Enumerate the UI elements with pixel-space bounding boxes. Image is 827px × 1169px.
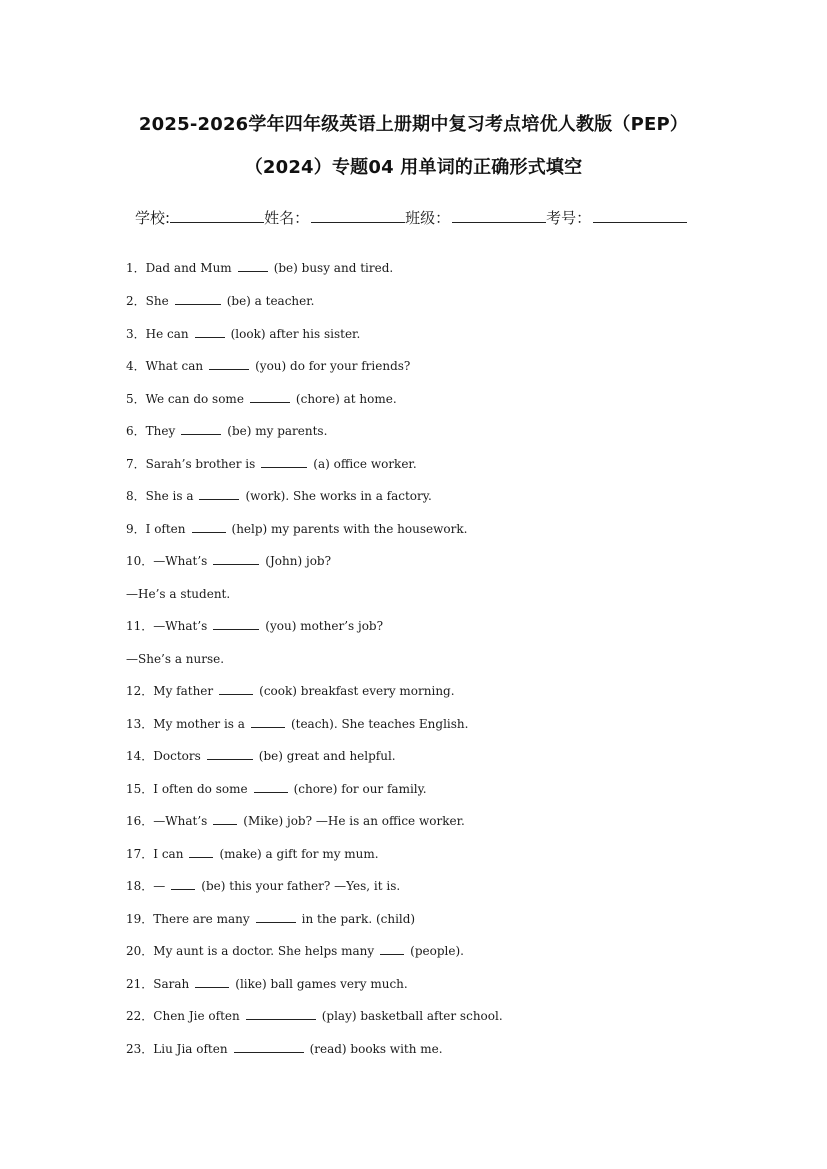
- answer-blank[interactable]: [250, 391, 290, 403]
- question-text-before: Dad and Mum: [145, 261, 232, 275]
- answer-blank[interactable]: [256, 911, 296, 923]
- question-number: 15．: [126, 782, 154, 796]
- question-text-after: (be) this your father? —Yes, it is.: [201, 879, 401, 893]
- question-text-before: —What’s: [153, 814, 208, 828]
- question-text-after: (play) basketball after school.: [321, 1009, 503, 1023]
- question-number: 12．: [126, 684, 154, 698]
- question-number: 13．: [126, 717, 154, 731]
- question-number: 18．: [126, 879, 154, 893]
- question-text-before: She: [145, 294, 169, 308]
- question-number: 21．: [126, 977, 154, 991]
- question-item: [126, 260, 393, 276]
- question-text-before: I can: [153, 847, 184, 861]
- answer-blank[interactable]: [189, 846, 213, 858]
- number-label: 考号：: [546, 209, 592, 227]
- answer-blank[interactable]: [195, 326, 225, 338]
- answer-blank[interactable]: [199, 488, 239, 500]
- answer-blank[interactable]: [209, 358, 249, 370]
- question-text-before: My mother is a: [153, 717, 245, 731]
- question-text-before: Chen Jie often: [153, 1009, 240, 1023]
- question-text-before: —What’s: [153, 554, 208, 568]
- question-item: [126, 391, 397, 407]
- question-item: [126, 618, 383, 634]
- page-title-line-1: 2025-2026学年四年级英语上册期中复习考点培优人教版（PEP）: [138, 114, 689, 135]
- question-number: 4．: [126, 359, 146, 373]
- question-text-after: (work). She works in a factory.: [245, 489, 432, 503]
- question-number: 9．: [126, 522, 146, 536]
- question-text-after: (be) a teacher.: [226, 294, 315, 308]
- question-text-after: (chore) at home.: [295, 392, 397, 406]
- question-text-before: He can: [145, 327, 189, 341]
- question-item: [126, 521, 467, 537]
- question-text-before: Sarah: [153, 977, 190, 991]
- question-text-before: —What’s: [153, 619, 208, 633]
- answer-blank[interactable]: [246, 1008, 316, 1020]
- question-text-before: I often: [145, 522, 186, 536]
- question-text-before: Liu Jia often: [153, 1042, 228, 1056]
- answer-blank[interactable]: [213, 813, 237, 825]
- answer-blank[interactable]: [254, 781, 288, 793]
- school-field[interactable]: [170, 208, 264, 223]
- question-item: [126, 813, 465, 829]
- question-number: 11．: [126, 619, 154, 633]
- page-title-line-2: （2024）专题04 用单词的正确形式填空: [244, 157, 583, 178]
- question-item: [126, 293, 315, 309]
- question-item: [126, 878, 400, 894]
- question-item: [126, 456, 417, 472]
- question-number: 22．: [126, 1009, 154, 1023]
- question-text-after: (chore) for our family.: [293, 782, 427, 796]
- question-text-before: Sarah’s brother is: [145, 457, 256, 471]
- answer-blank[interactable]: [175, 293, 221, 305]
- question-text-after: in the park. (child): [301, 912, 416, 926]
- question-text-after: (you) do for your friends?: [255, 359, 411, 373]
- question-text-after: (look) after his sister.: [230, 327, 361, 341]
- question-number: 3．: [126, 327, 146, 341]
- question-number: 1．: [126, 261, 146, 275]
- question-text-before: They: [145, 424, 176, 438]
- question-text-before: There are many: [153, 912, 250, 926]
- question-item: [126, 423, 327, 439]
- question-item: [126, 1008, 503, 1024]
- question-text-after: (like) ball games very much.: [235, 977, 408, 991]
- question-number: 6．: [126, 424, 146, 438]
- question-item: [126, 326, 360, 342]
- answer-blank[interactable]: [261, 456, 307, 468]
- name-label: 姓名：: [264, 209, 310, 227]
- answer-blank[interactable]: [234, 1041, 304, 1053]
- answer-blank[interactable]: [171, 878, 195, 890]
- question-number: 10．: [126, 554, 154, 568]
- question-number: 2．: [126, 294, 146, 308]
- answer-blank[interactable]: [181, 423, 221, 435]
- class-label: 班级：: [405, 209, 451, 227]
- question-text-after: (you) mother’s job?: [265, 619, 384, 633]
- question-item: [126, 943, 464, 959]
- question-number: 5．: [126, 392, 146, 406]
- answer-line: [126, 586, 230, 602]
- question-text-before: My aunt is a doctor. She helps many: [153, 944, 375, 958]
- answer-blank[interactable]: [207, 748, 253, 760]
- question-number: 20．: [126, 944, 154, 958]
- answer-blank[interactable]: [192, 521, 226, 533]
- question-text-after: (John) job?: [265, 554, 332, 568]
- question-text-before: What can: [145, 359, 204, 373]
- question-text-after: (cook) breakfast every morning.: [259, 684, 455, 698]
- exam-number-field[interactable]: [593, 208, 687, 223]
- question-text-after: (a) office worker.: [313, 457, 417, 471]
- school-label: 学校:: [135, 209, 171, 227]
- question-text-before: —She’s a nurse.: [126, 652, 225, 666]
- question-text-before: My father: [153, 684, 214, 698]
- question-text-after: (help) my parents with the housework.: [231, 522, 468, 536]
- name-field[interactable]: [311, 208, 405, 223]
- answer-line: [126, 651, 224, 667]
- question-number: 16．: [126, 814, 154, 828]
- answer-blank[interactable]: [195, 976, 229, 988]
- question-text-before: She is a: [145, 489, 194, 503]
- question-text-before: We can do some: [145, 392, 244, 406]
- question-number: 23．: [126, 1042, 154, 1056]
- question-text-after: (be) my parents.: [227, 424, 328, 438]
- question-text-after: (make) a gift for my mum.: [219, 847, 379, 861]
- question-item: [126, 748, 396, 764]
- question-text-before: —: [153, 879, 166, 893]
- question-text-after: (be) busy and tired.: [273, 261, 394, 275]
- question-number: 7．: [126, 457, 146, 471]
- question-item: [126, 553, 331, 569]
- answer-blank[interactable]: [251, 716, 285, 728]
- question-item: [126, 846, 379, 862]
- question-text-after: (read) books with me.: [309, 1042, 443, 1056]
- question-text-after: (people).: [410, 944, 464, 958]
- student-info-row: [135, 207, 687, 228]
- answer-blank[interactable]: [213, 618, 259, 630]
- question-item: [126, 683, 455, 699]
- question-item: [126, 781, 427, 797]
- question-item: [126, 488, 432, 504]
- question-item: [126, 1041, 443, 1057]
- question-number: 19．: [126, 912, 154, 926]
- answer-blank[interactable]: [213, 553, 259, 565]
- class-field[interactable]: [452, 208, 546, 223]
- question-number: 17．: [126, 847, 154, 861]
- question-text-after: (be) great and helpful.: [258, 749, 396, 763]
- question-text-after: (Mike) job? —He is an office worker.: [243, 814, 465, 828]
- question-text-before: —He’s a student.: [126, 587, 231, 601]
- answer-blank[interactable]: [219, 683, 253, 695]
- question-text-before: Doctors: [153, 749, 201, 763]
- question-item: [126, 976, 408, 992]
- question-text-before: I often do some: [153, 782, 248, 796]
- question-item: [126, 716, 468, 732]
- question-number: 8．: [126, 489, 146, 503]
- question-text-after: (teach). She teaches English.: [290, 717, 469, 731]
- answer-blank[interactable]: [238, 260, 268, 272]
- answer-blank[interactable]: [380, 943, 404, 955]
- question-item: [126, 358, 410, 374]
- question-item: [126, 911, 415, 927]
- question-number: 14．: [126, 749, 154, 763]
